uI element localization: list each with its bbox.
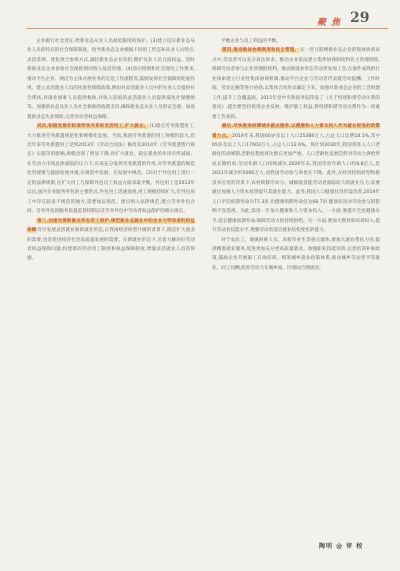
left-column xyxy=(27,37,195,264)
page-number: 29 xyxy=(350,10,370,26)
paragraph-text: 2019年末,我国60岁及以上人口25388万人,占总人口比例18.1%,其中65岁及以上人口17603万人,占总人口12.6%。预计到2030年,我国将进入人口老龄化的高峰期,老龄化程度将比现在更加严重。人口老龄化发展趋势对劳动力供给形成长期约束,劳动年龄人口持续减少,2020年末,我国劳动年龄人口约8.8亿人,比2011年减少约5000万人,而我国劳动参与率也在下降。此外,在经济结构转型和新技术应用的背景下,农村转移劳动力、城镇低技能劳动者面临较大的就业压力,需要通过加强人力资本投资提升其就业能力。此外,我国人口健康状况仍需改善,2019年人口平均预期寿命为77.3岁,但健康预期寿命仅为68.7岁,健康状况对劳动参与的影响不容忽视。为此,需进一步加大健康和人力资本投入。一方面,要提升全民健康水平,延长健康预期寿命,保障劳动力的持续供给。另一方面,要加大教育和培训投入,提升劳动者技能水平,增强劳动者适应就业结构变化的能力。 xyxy=(212,133,380,234)
paragraph xyxy=(27,122,195,217)
paragraph xyxy=(212,46,380,122)
right-column xyxy=(212,37,380,273)
section-label: 聚 焦 xyxy=(317,18,342,28)
highlight-heading: 最后,尽快推进统筹城乡就业服务,以健康和人力资本投入作为就业促进的政策着力点。 xyxy=(212,124,380,139)
paragraph xyxy=(212,122,380,235)
paragraph-text: 有序发展灵活就业和新就业形态,在我国经济转型升级的背景下,既是扩大就业的需要,也是促进经济社会高质量发展的需要。在新就业形态下,应着力解决好劳动者权益保障问题,构建新的劳动用工制度和权益保障制度,增强灵活就业人员获得感。 xyxy=(27,228,195,262)
highlight-heading: 第三,加速完善新就业形态用工保护,规范新业态就业中的企业与劳动者的权益保障 xyxy=(27,218,195,234)
highlight-heading: 其次,积极发展非标准劳动关系的灵活用工,扩大就业。 xyxy=(37,124,149,130)
paragraph: 对于农民工、城镇困难人员、高校毕业生等重点群体,要加大就业帮扶力度,提供精准就业服务,促进更加充分更高质量就业。加强职业技能培训,完善培训补贴政策,鼓励企业开展职工在岗培训。统筹城乡就业政策体系,推动城乡劳动者平等就业、同工同酬,促进劳动力在城乡间、区域间合理流动。 xyxy=(212,237,380,271)
paragraph: 平衡企业与员工利益的平衡。 xyxy=(221,39,281,44)
paragraph xyxy=(27,217,195,264)
author-credit: 陶明 @ 审 校 xyxy=(319,543,364,550)
header-rule xyxy=(26,28,388,29)
paragraph-text: (1)稳定劳务派遣用工,大力推进劳务派遣规范化和规模化发展。当前,我国劳务派遣的用工规模仍较大,但近年来劳务派遣用工受到2013年《劳动合同法》修改及2014年《劳务派遣暂行规定》实施等的影响,规模出现了明显下降,对扩大就业、稳定就业的作用有所减弱。在劳动力市场总体面临的压力下,应该充分发挥劳务派遣的作用,对劳务派遣的规范化管理要与鼓励发展并重,在规范中发展、在发展中规范。(2)对于外包用工进行一定的法律规制,在扩大用工与保障外包员工权益方面求取平衡。外包用工是2013年以后,国内专业服务外包的主要形式,外包用工迅速发展,用工规模持续扩大,但外包用工中存在较多不规范的地方,需要加以规范。建议纳入法律规范,建立劳务外包合同、劳务外包的服务质量监督机制以及劳务外包中劳动者权益保护的相关规定。 xyxy=(27,124,195,215)
paragraph-text: 在一些互联网新业态企业的集体协商试点中,劳动者可以充分表达诉求。推动企业依法建立集体协商制度和民主管理制度,保障劳动者参与企业管理的权利。推动新就业形态劳动者参加工会,在条件成熟的行业探索建立行业性集体协商机制,推动平台企业与劳动者代表就劳动报酬、工作时间、劳动定额等进行协商,以集体合同形式确定下来。加强对新业态企业的工会组建工作,提升工会覆盖面。2015年党中央和国务院印发了《关于构建和谐劳动关系的意见》,提出要坚持促进企业发展、维护职工权益,将构建和谐劳动关系作为一项重要工作来抓。 xyxy=(212,48,380,120)
paragraph: 企业履行社会责任,给新业态从业人员最低限度的保护。(3)建立适应新业态从业人员的特点的社会保障制度。指导新业态企业根据不同用工形态和从业人员特点,灵活选择、优化组合参保方式,减轻新业态企业负担,维护从业人员合法权益。适时将新业态企业参加社会保险情况纳入征信管理。(4)适应疫情和社会现况工作要求,推动平台企业、网店为主体开展业务的应急工作流程等,鼓励发挥社会保障的兜底作用。建立灵活就业人员的托底性保障政策,例如对灵活就业人员中的失业人员提供社会帮扶,对就业困难人员提供救助,对收入较低的灵活就业人员提供减免社保缴纳等。加强新业态从业人员社会救助的政策支持,确保新业态从业人员的安全感。如设置新业态失业保险,完善劳动者权益保障。 xyxy=(27,39,195,120)
highlight-heading: 第四,推进集体协商制度和民主管理。 xyxy=(222,48,300,54)
